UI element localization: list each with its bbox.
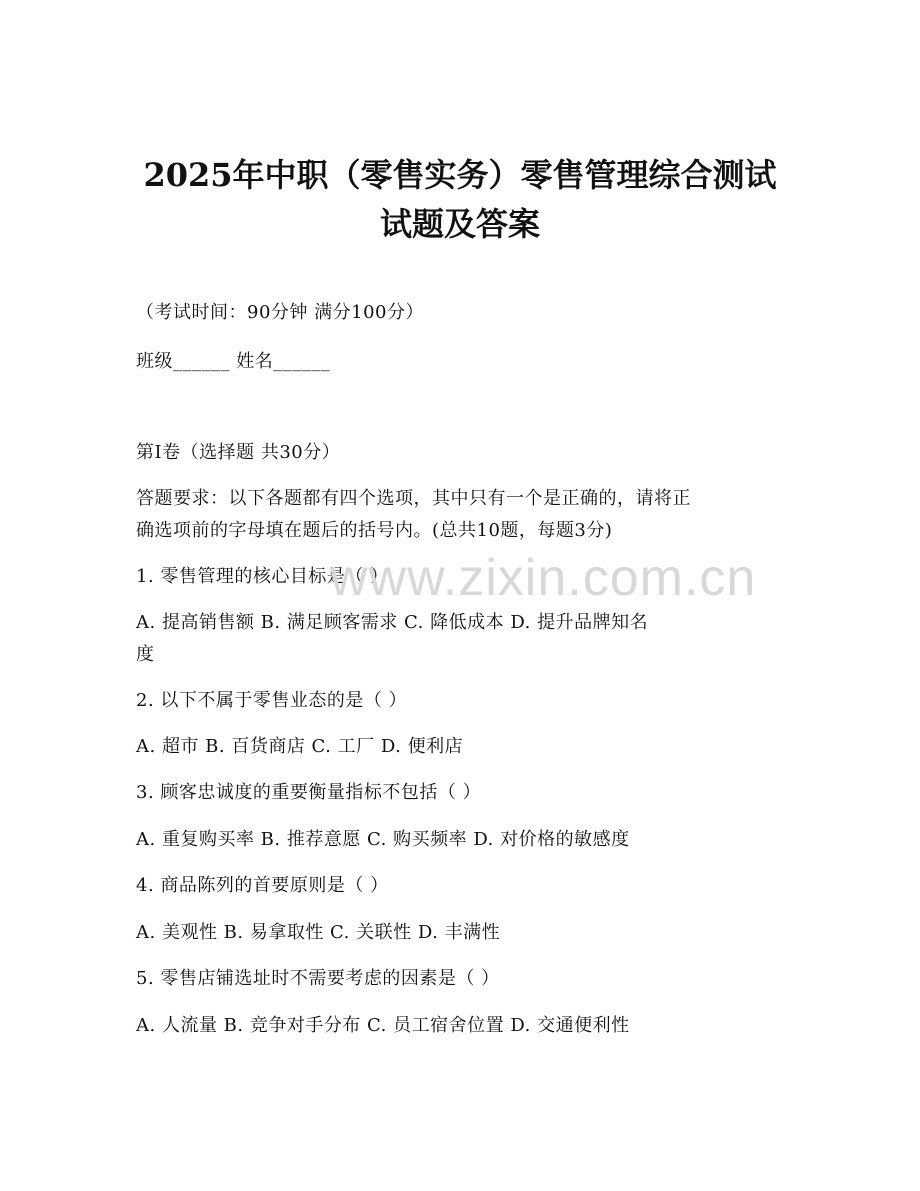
section-heading: 第Ⅰ卷（选择题 共30分） xyxy=(136,442,341,463)
watermark-text: www.zixin.com.cn xyxy=(330,549,757,607)
question-options-4: A. 美观性 B. 易拿取性 C. 关联性 D. 丰满性 xyxy=(136,922,501,943)
question-options-1-cont: 度 xyxy=(136,644,155,665)
instructions-line2: 确选项前的字母填在题后的括号内。(总共10题，每题3分) xyxy=(136,520,613,541)
question-options-5: A. 人流量 B. 竞争对手分布 C. 员工宿舍位置 D. 交通便利性 xyxy=(136,1015,630,1036)
question-stem-5: 5. 零售店铺选址时不需要考虑的因素是（ ） xyxy=(136,968,500,989)
instructions-line1: 答题要求：以下各题都有四个选项，其中只有一个是正确的，请将正 xyxy=(136,488,691,509)
question-stem-3: 3. 顾客忠诚度的重要衡量指标不包括（ ） xyxy=(136,782,482,803)
document-title-line1: 2025年中职（零售实务）零售管理综合测试 xyxy=(143,156,777,194)
question-options-3: A. 重复购买率 B. 推荐意愿 C. 购买频率 D. 对价格的敏感度 xyxy=(136,829,630,850)
question-options-2: A. 超市 B. 百货商店 C. 工厂 D. 便利店 xyxy=(136,736,464,757)
question-stem-4: 4. 商品陈列的首要原则是（ ） xyxy=(136,875,389,896)
question-stem-2: 2. 以下不属于零售业态的是（ ） xyxy=(136,690,408,711)
class-name-line: 班级______ 姓名______ xyxy=(136,351,331,372)
document-title-line2: 试题及答案 xyxy=(379,205,540,243)
exam-info: （考试时间：90分钟 满分100分） xyxy=(136,302,424,323)
question-stem-1: 1. 零售管理的核心目标是（ ） xyxy=(136,566,389,587)
question-options-1: A. 提高销售额 B. 满足顾客需求 C. 降低成本 D. 提升品牌知名 xyxy=(136,612,649,633)
